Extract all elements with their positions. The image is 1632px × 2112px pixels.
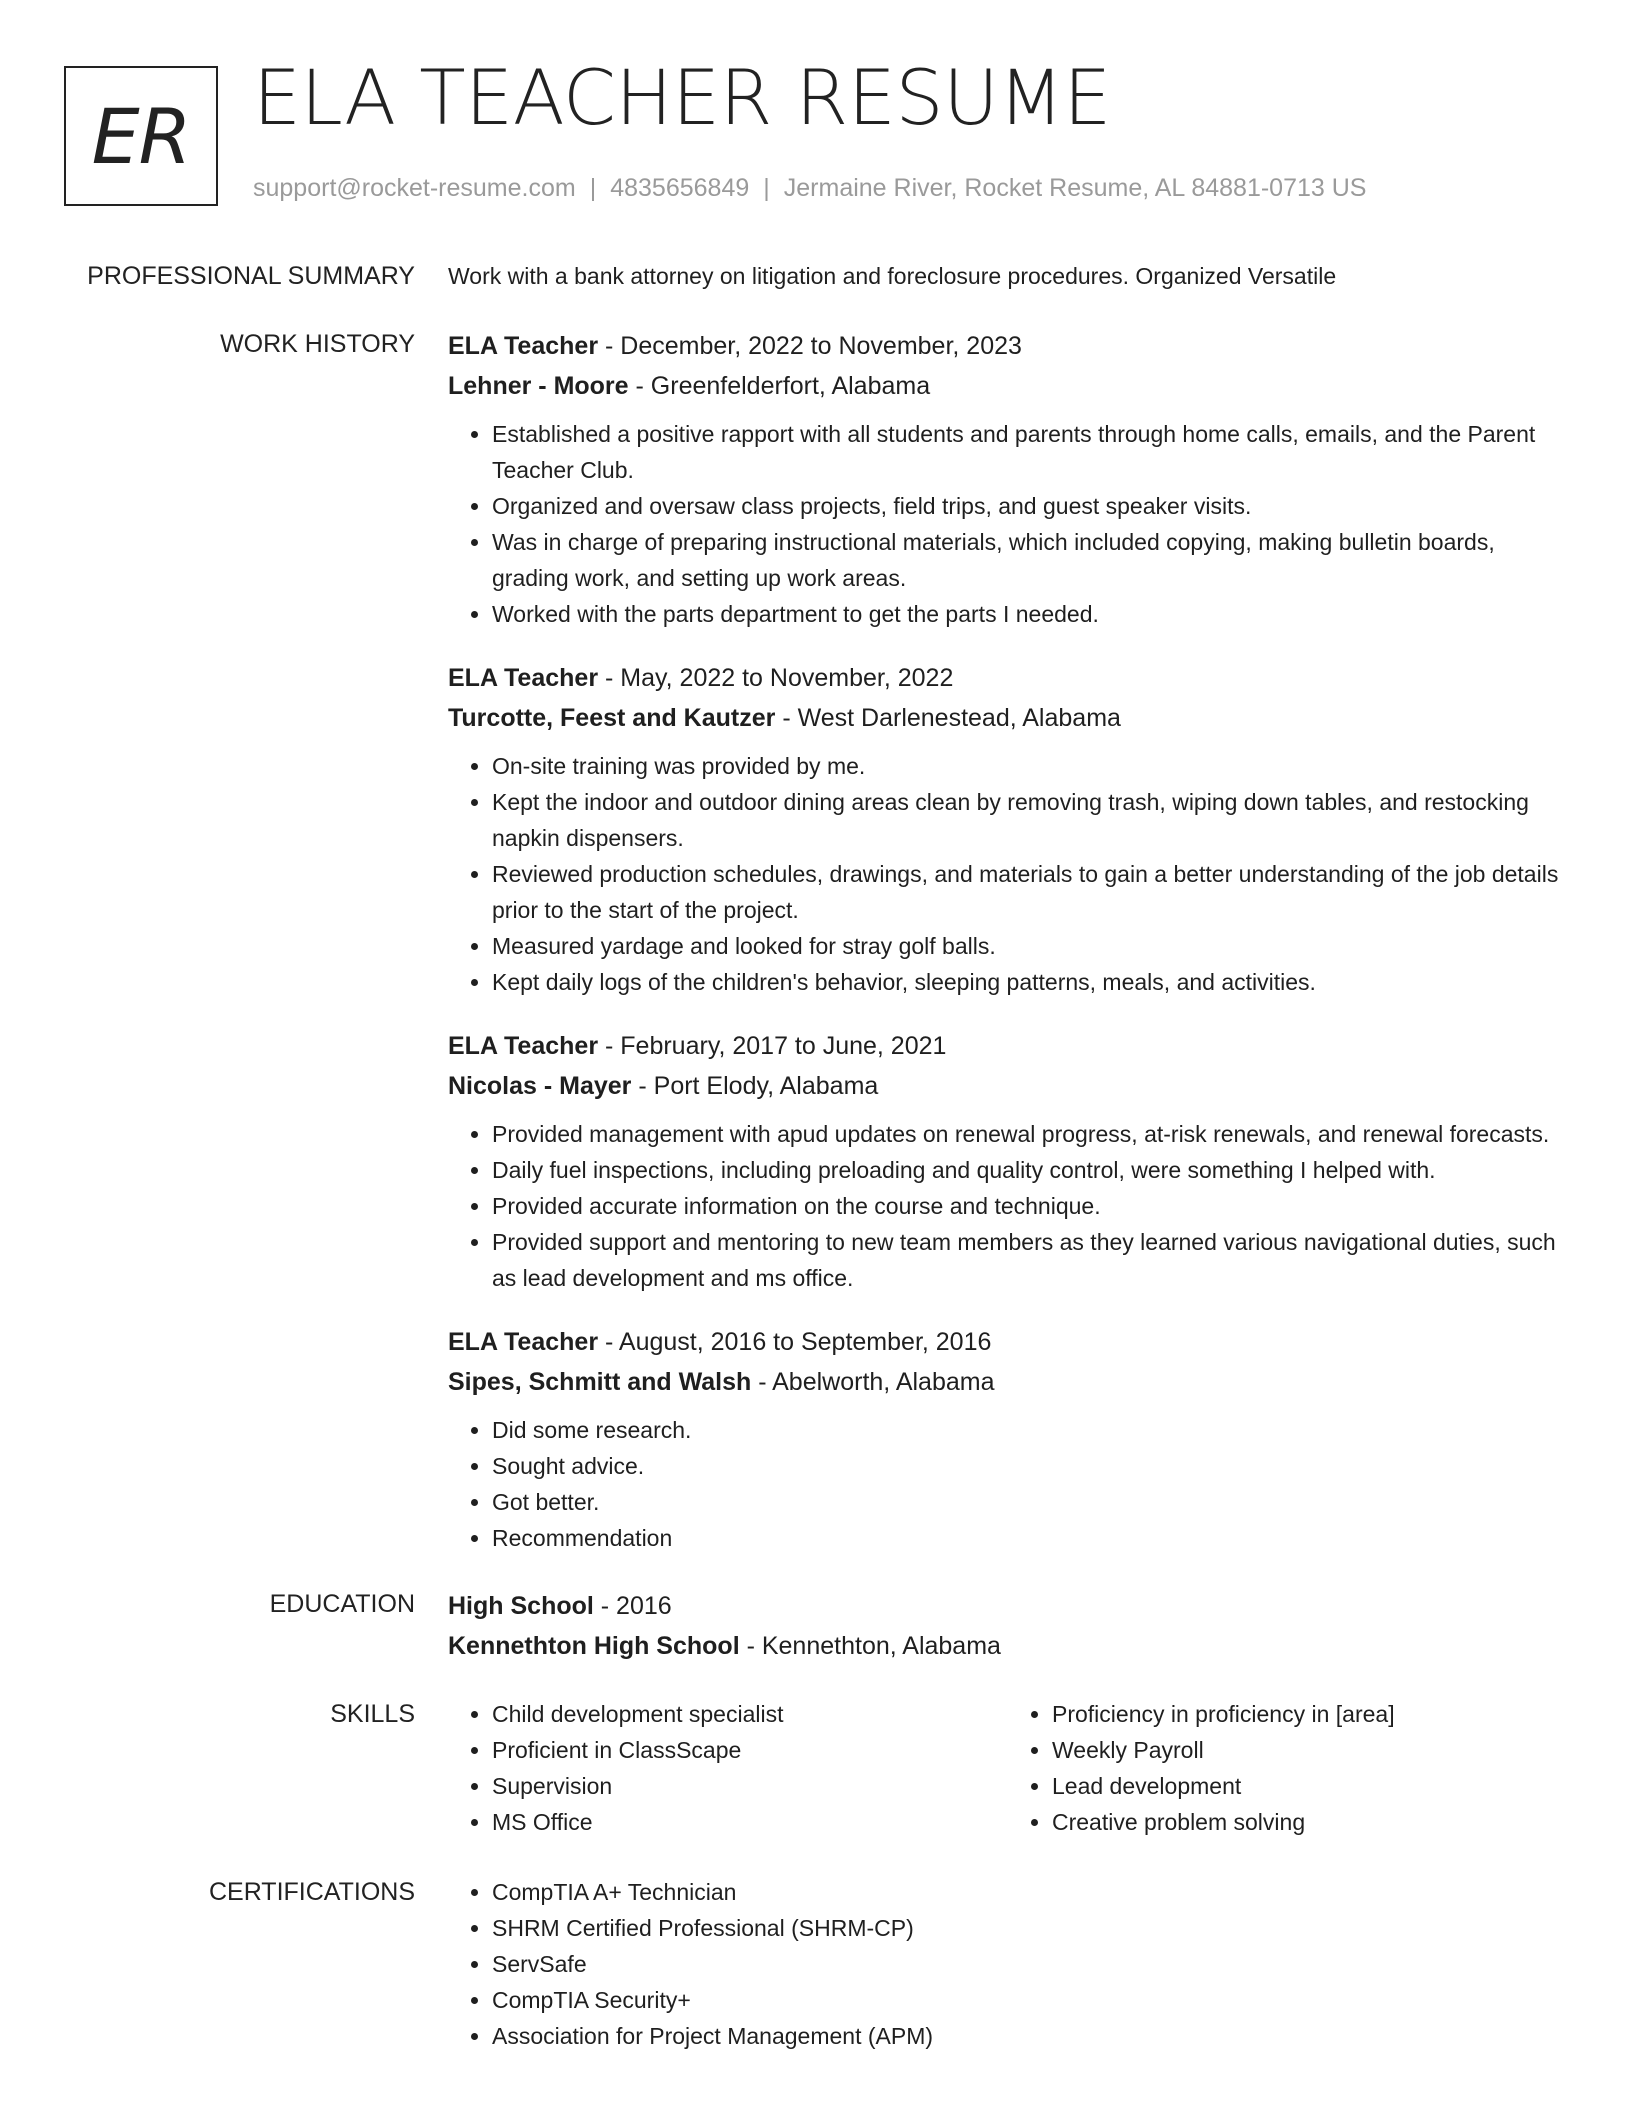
- job-location: - Greenfelderfort, Alabama: [628, 372, 931, 400]
- section-label-skills: SKILLS: [330, 1700, 415, 1728]
- job-bullet: • Recommendation: [492, 1520, 1568, 1556]
- job-company-line: [448, 1362, 1568, 1402]
- job-title-line: [448, 658, 1568, 698]
- job-company: Lehner - Moore: [448, 372, 629, 400]
- job-title-line: [448, 326, 1568, 366]
- job-title-line: [448, 1322, 1568, 1362]
- job-bullet: • Provided support and mentoring to new team members as they learned various navigational duties, such as lead development and ms office.: [492, 1224, 1568, 1296]
- certification-item: • ServSafe: [492, 1946, 1568, 1982]
- job-bullet: • Measured yardage and looked for stray golf balls.: [492, 928, 1568, 964]
- job-location: - West Darlenestead, Alabama: [775, 704, 1121, 732]
- job-title: ELA Teacher: [448, 332, 599, 360]
- section-label-summary: PROFESSIONAL SUMMARY: [87, 262, 415, 290]
- skill-item: • Proficiency in proficiency in [area]: [1052, 1696, 1568, 1732]
- job-company-line: [448, 698, 1568, 738]
- skills-list-right: [1008, 1696, 1568, 1840]
- job-bullets: [448, 416, 1568, 632]
- certification-item: • Association for Project Management (APM): [492, 2018, 1568, 2054]
- job-title: ELA Teacher: [448, 1032, 599, 1060]
- job-location: - Abelworth, Alabama: [751, 1368, 995, 1396]
- job-company: Nicolas - Mayer: [448, 1072, 632, 1100]
- education-school: Kennethton High School: [448, 1632, 740, 1660]
- job-bullet: • Sought advice.: [492, 1448, 1568, 1484]
- job-company-line: [448, 1066, 1568, 1106]
- job-bullet: • On-site training was provided by me.: [492, 748, 1568, 784]
- job-title: ELA Teacher: [448, 1328, 599, 1356]
- job-bullets: [448, 1116, 1568, 1296]
- job-bullets: [448, 748, 1568, 1000]
- skills-list-left: [448, 1696, 1008, 1840]
- section-label-certifications: CERTIFICATIONS: [208, 1878, 415, 1906]
- certifications-section: [0, 1874, 1632, 2054]
- work-history-section: [0, 326, 1632, 1582]
- resume-content: [0, 258, 1632, 2054]
- job-bullet: • Provided management with apud updates on renewal progress, at-risk renewals, and renewal forecasts.: [492, 1116, 1568, 1152]
- job-dates: - February, 2017 to June, 2021: [598, 1032, 947, 1060]
- contact-address: Jermaine River, Rocket Resume, AL 84881-0713 US: [783, 174, 1367, 202]
- job-company: Sipes, Schmitt and Walsh: [448, 1368, 752, 1396]
- education-section: [0, 1586, 1632, 1666]
- contact-phone: 4835656849: [610, 174, 750, 202]
- summary-text: Work with a bank attorney on litigation and foreclosure procedures. Organized Versatile: [448, 263, 1337, 289]
- education-degree-line: [448, 1586, 1568, 1626]
- skill-item: • Child development specialist: [492, 1696, 1008, 1732]
- skill-item: • Weekly Payroll: [1052, 1732, 1568, 1768]
- job-list: [448, 326, 1568, 1582]
- job-title: ELA Teacher: [448, 664, 599, 692]
- job-bullet: • Daily fuel inspections, including preloading and quality control, were something I helped with.: [492, 1152, 1568, 1188]
- education-degree: High School: [448, 1592, 594, 1620]
- job-dates: - May, 2022 to November, 2022: [598, 664, 954, 692]
- job-company-line: [448, 366, 1568, 406]
- section-label-education: EDUCATION: [269, 1590, 415, 1618]
- skill-item: • Supervision: [492, 1768, 1008, 1804]
- job-bullet: • Worked with the parts department to get the parts I needed.: [492, 596, 1568, 632]
- page-title: ELA TEACHER RESUME: [253, 53, 1111, 142]
- certifications-list: [448, 1874, 1568, 2054]
- job-entry: [448, 1322, 1568, 1556]
- contact-separator: |: [763, 174, 770, 202]
- education-school-line: [448, 1626, 1568, 1666]
- job-bullets: [448, 1412, 1568, 1556]
- education-location: - Kennethton, Alabama: [739, 1632, 1001, 1660]
- job-location: - Port Elody, Alabama: [631, 1072, 879, 1100]
- summary-section: [0, 258, 1632, 294]
- job-bullet: • Kept the indoor and outdoor dining areas clean by removing trash, wiping down tables, and restocking napkin dispensers.: [492, 784, 1568, 856]
- skill-item: • Proficient in ClassScape: [492, 1732, 1008, 1768]
- certification-item: • CompTIA A+ Technician: [492, 1874, 1568, 1910]
- job-title-line: [448, 1026, 1568, 1066]
- job-bullet: • Reviewed production schedules, drawings, and materials to gain a better understanding of the job details prior to the start of the project.: [492, 856, 1568, 928]
- job-dates: - December, 2022 to November, 2023: [598, 332, 1022, 360]
- job-bullet: • Established a positive rapport with all students and parents through home calls, emails, and the Parent Teacher Club.: [492, 416, 1568, 488]
- certification-item: • CompTIA Security+: [492, 1982, 1568, 2018]
- job-bullet: • Got better.: [492, 1484, 1568, 1520]
- education-year: - 2016: [593, 1592, 672, 1620]
- job-entry: [448, 658, 1568, 1000]
- section-label-work-history: WORK HISTORY: [220, 330, 415, 358]
- job-bullet: • Provided accurate information on the course and technique.: [492, 1188, 1568, 1224]
- job-bullet: • Kept daily logs of the children's behavior, sleeping patterns, meals, and activities.: [492, 964, 1568, 1000]
- contact-email: support@rocket-resume.com: [253, 174, 576, 202]
- job-dates: - August, 2016 to September, 2016: [598, 1328, 992, 1356]
- skill-item: • Lead development: [1052, 1768, 1568, 1804]
- certification-item: • SHRM Certified Professional (SHRM-CP): [492, 1910, 1568, 1946]
- job-entry: [448, 326, 1568, 632]
- job-entry: [448, 1026, 1568, 1296]
- job-bullet: • Did some research.: [492, 1412, 1568, 1448]
- skill-item: • Creative problem solving: [1052, 1804, 1568, 1840]
- monogram-logo: ER: [64, 66, 218, 206]
- contact-separator: |: [589, 174, 597, 202]
- skills-section: [0, 1696, 1632, 1840]
- job-bullet: • Organized and oversaw class projects, field trips, and guest speaker visits.: [492, 488, 1568, 524]
- job-bullet: • Was in charge of preparing instructional materials, which included copying, making bulletin boards, grading work, and setting up work areas.: [492, 524, 1568, 596]
- job-company: Turcotte, Feest and Kautzer: [448, 704, 776, 732]
- skill-item: • MS Office: [492, 1804, 1008, 1840]
- contact-line: [253, 174, 1366, 203]
